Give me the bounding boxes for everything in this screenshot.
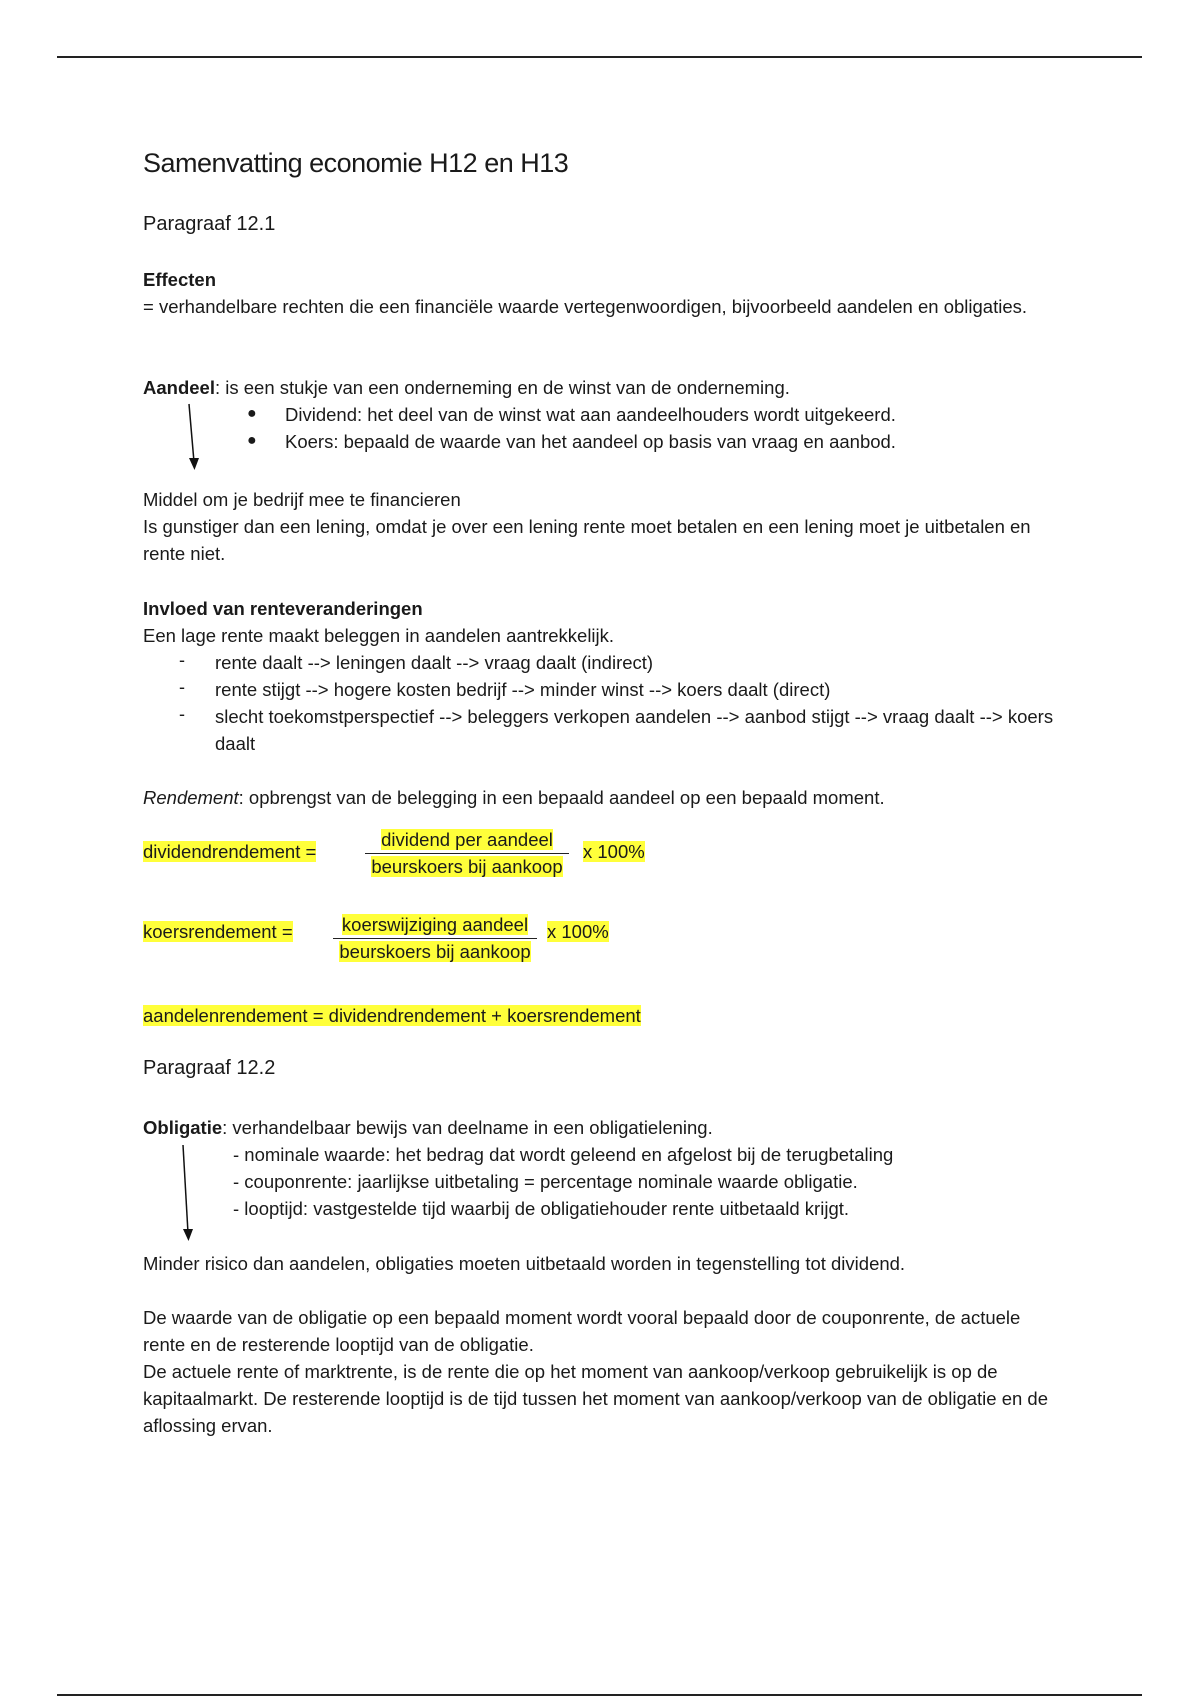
obligatie-item-couponrente: - couponrente: jaarlijkse uitbetaling = percentage nominale waarde obligatie. [233,1171,858,1192]
dash-bullet-icon: - [179,704,185,724]
effecten-definition: = verhandelbare rechten die een financiële waarde vertegenwoordigen, bijvoorbeeld aandelen en obligaties. [143,296,1027,317]
invloed-item-3: slecht toekomstperspectief --> beleggers verkopen aandelen --> aanbod stijgt --> vraag daalt --> koers daalt [215,706,1054,754]
invloed-intro: Een lage rente maakt beleggen in aandelen aantrekkelijk. [143,625,615,646]
aandeel-after-line-2: Is gunstiger dan een lening, omdat je over een lening rente moet betalen en een lening moet je uitbetalen en rente niet. [143,516,1031,564]
dividendrendement-denominator: beurskoers bij aankoop [371,856,563,877]
dividendrendement-fraction [365,827,569,880]
dividendrendement-factor: x 100% [583,841,645,862]
bullet-icon: ● [247,405,257,422]
down-arrow-icon [181,1145,195,1245]
dash-bullet-icon: - [179,650,185,670]
section-heading-12-1: Paragraaf 12.1 [143,213,276,235]
dash-bullet-icon: - [179,677,185,697]
document-title: Samenvatting economie H12 en H13 [143,148,569,178]
bullet-icon: ● [247,432,257,449]
koersrendement-label: koersrendement = [143,921,293,942]
section-heading-12-2: Paragraaf 12.2 [143,1057,276,1079]
invloed-item-1: rente daalt --> leningen daalt --> vraag daalt (indirect) [215,652,654,673]
top-rule [57,56,1142,58]
koersrendement-denominator: beurskoers bij aankoop [339,941,531,962]
obligatie-item-nominale-waarde: - nominale waarde: het bedrag dat wordt geleend en afgelost bij de terugbetaling [233,1144,894,1165]
aandeel-after-line-1: Middel om je bedrijf mee te financieren [143,489,461,510]
rendement-definition: Rendement: opbrengst van de belegging in een bepaald aandeel op een bepaald moment. [143,787,885,808]
aandelenrendement-formula: aandelenrendement = dividendrendement + koersrendement [143,1005,641,1026]
dividendrendement-label: dividendrendement = [143,841,317,862]
down-arrow-icon [187,404,201,472]
effecten-term: Effecten [143,269,216,290]
invloed-item-2: rente stijgt --> hogere kosten bedrijf --> minder winst --> koers daalt (direct) [215,679,831,700]
koersrendement-factor: x 100% [547,921,609,942]
bottom-rule [57,1694,1142,1696]
obligatie-item-looptijd: - looptijd: vastgestelde tijd waarbij de obligatiehouder rente uitbetaald krijgt. [233,1198,850,1219]
obligatie-waarde-paragraph: De waarde van de obligatie op een bepaald moment wordt vooral bepaald door de couponrente, de actuele rente en de resterende looptijd van de obligatie. [143,1307,1021,1355]
obligatie-after: Minder risico dan aandelen, obligaties moeten uitbetaald worden in tegenstelling tot dividend. [143,1253,906,1274]
koersrendement-numerator: koerswijziging aandeel [341,914,529,935]
dividendrendement-numerator: dividend per aandeel [381,829,553,850]
koersrendement-fraction [333,912,537,965]
aandeel-bullet-koers: Koers: bepaald de waarde van het aandeel op basis van vraag en aanbod. [285,431,896,452]
aandeel-definition: Aandeel: is een stukje van een onderneming en de winst van de onderneming. [143,377,790,398]
actuele-rente-paragraph: De actuele rente of marktrente, is de rente die op het moment van aankoop/verkoop gebruikelijk is op de kapitaalmarkt. De resterende looptijd is de tijd tussen het moment van aankoop/verkoop van de obligatie en de aflossing ervan. [143,1361,1048,1436]
invloed-heading: Invloed van renteveranderingen [143,598,423,619]
obligatie-definition: Obligatie: verhandelbaar bewijs van deelname in een obligatielening. [143,1117,713,1138]
aandeel-bullet-dividend: Dividend: het deel van de winst wat aan aandeelhouders wordt uitgekeerd. [285,404,896,425]
